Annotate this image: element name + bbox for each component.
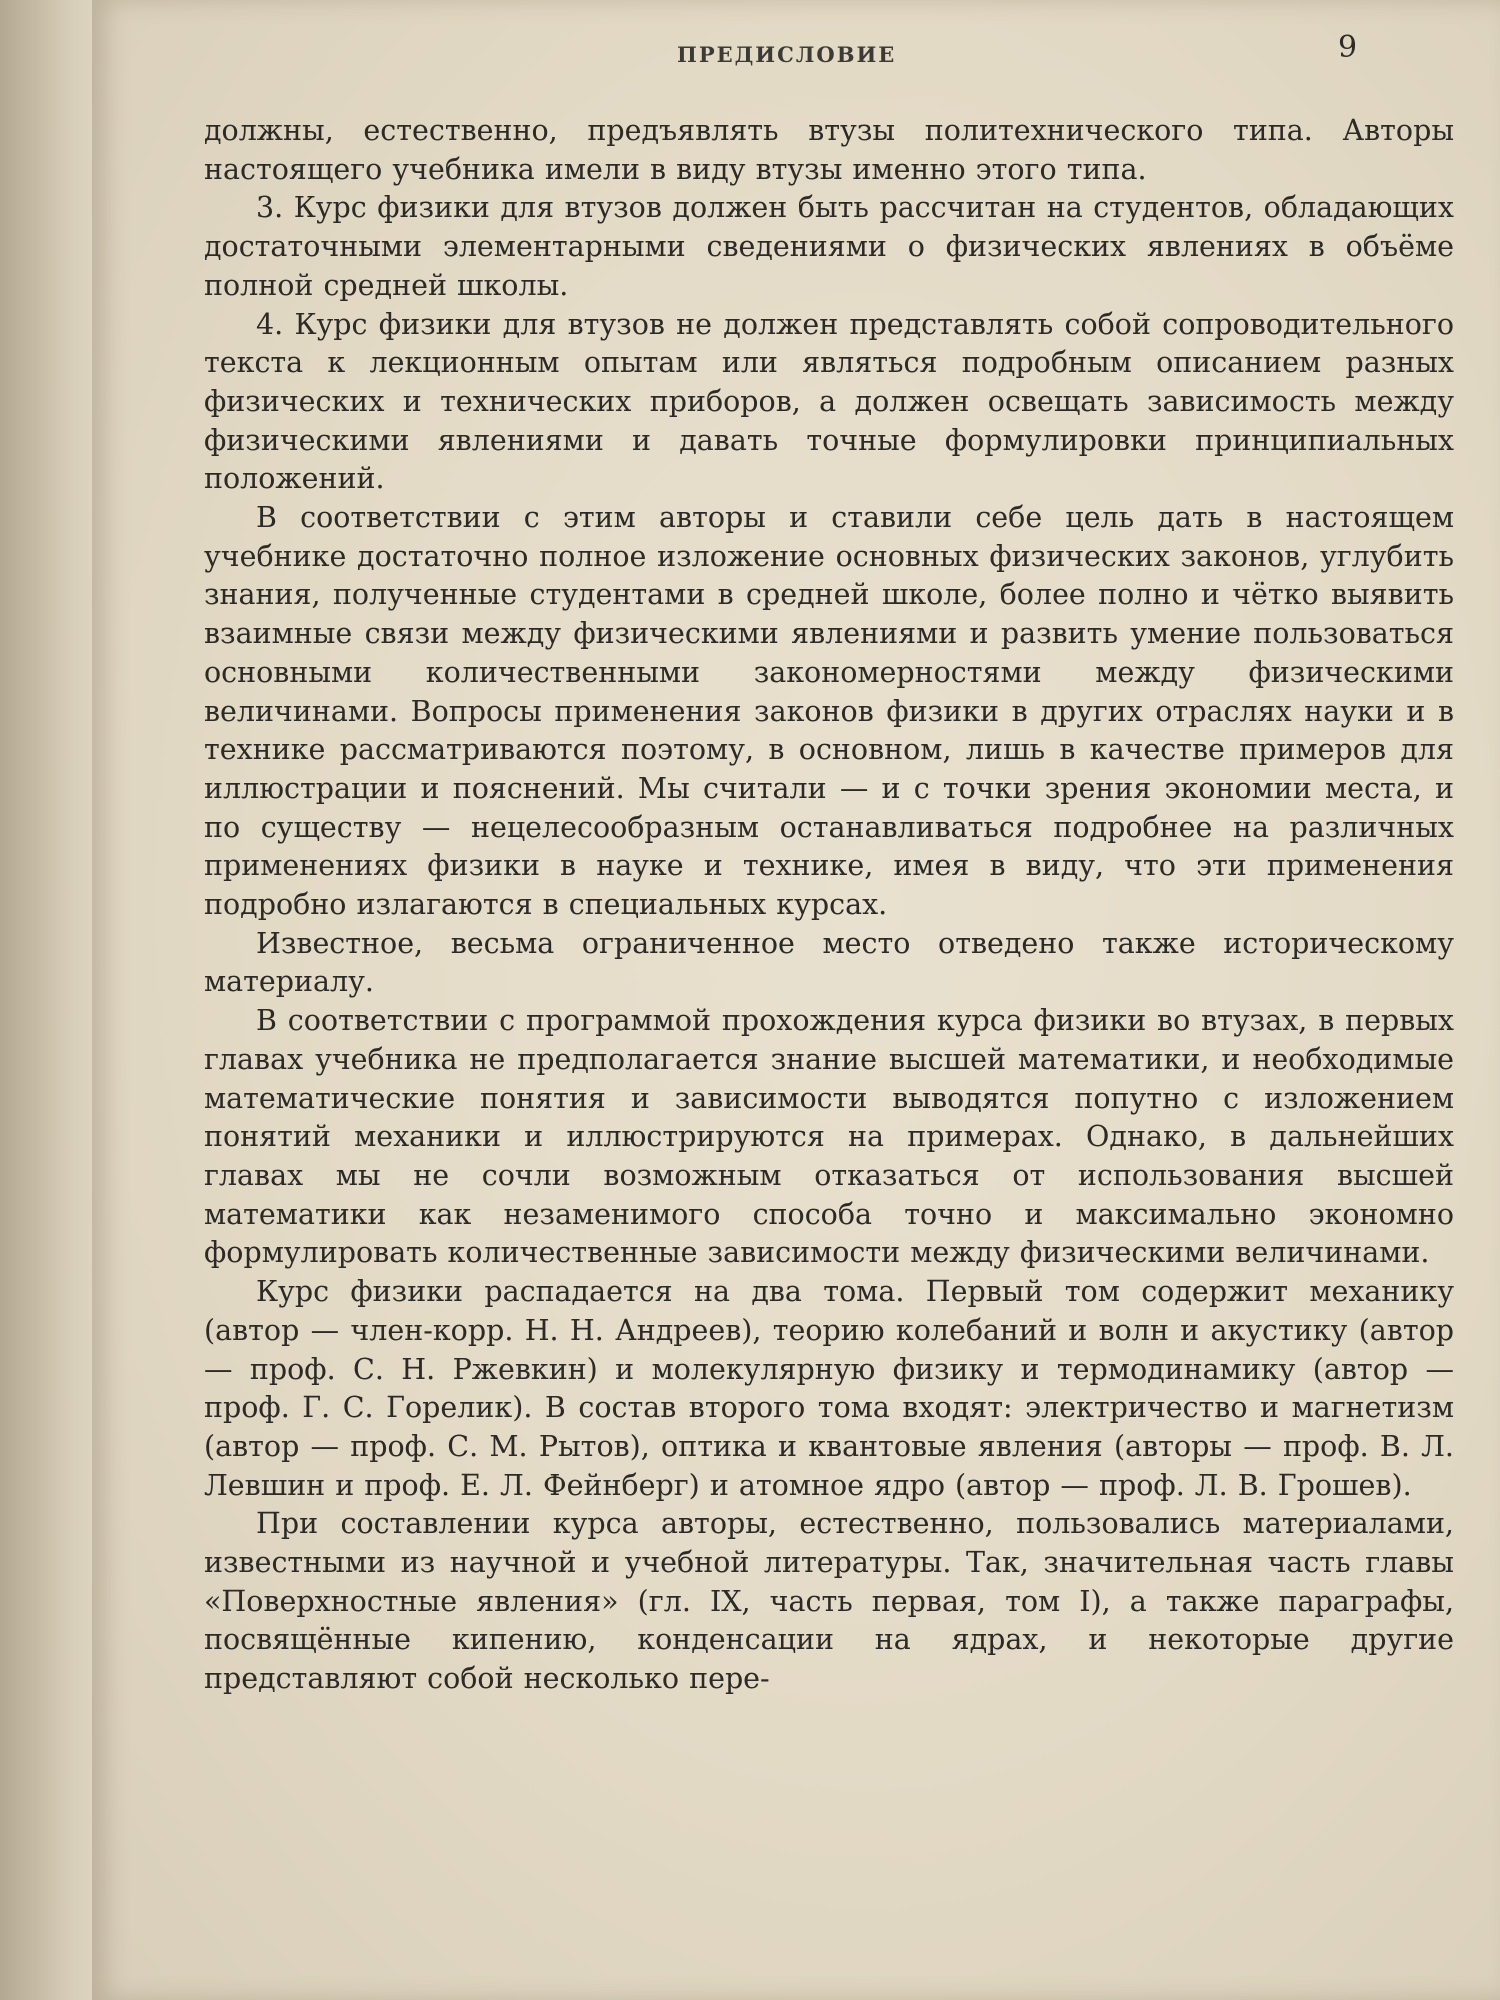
paragraph-history: Известное, весьма ограниченное место отведено также историческому материалу.: [204, 926, 1454, 999]
book-page: [92, 0, 1500, 2000]
page-number: 9: [1338, 30, 1358, 65]
paragraph-continuation: должны, естественно, предъявлять втузы политехнического типа. Авторы настоящего учебника имели в виду втузы именно этого типа.: [204, 114, 1454, 186]
paragraph-goals: В соответствии с этим авторы и ставили себе цель дать в настоящем учебнике достаточно полное изложение основных физических законов, углубить знания, полученные студентами в средней школе, более полно и чётко выявить взаимные связи между физическими явлениями и развить умение пользоваться основными количественными закономерностями между физическими величинами. Вопросы применения законов физики в других отраслях науки и в технике рассматриваются поэтому, в основном, лишь в качестве примеров для иллюстрации и пояснений. Мы считали — и с точки зрения экономии места, и по существу — нецелесообразным останавливаться подробнее на различных применениях физики в науке и технике, имея в виду, что эти применения подробно излагаются в специальных курсах.: [204, 501, 1454, 922]
paragraph-sources: При составлении курса авторы, естественно, пользовались материалами, известными из научной и учебной литературы. Так, значительная часть главы «Поверхностные явления» (гл. IX, часть первая, том I), а также параграфы, посвящённые кипению, конденсации на ядрах, и некоторые другие представляют собой несколько пере-: [204, 1507, 1454, 1696]
paragraph-item-3: 3. Курс физики для втузов должен быть рассчитан на студентов, обладающих достаточными элементарными сведениями о физических явлениях в объёме полной средней школы.: [204, 191, 1454, 302]
paragraph-mathematics: В соответствии с программой прохождения курса физики во втузах, в первых главах учебника не предполагается знание высшей математики, и необходимые математические понятия и зависимости выводятся попутно с изложением понятий механики и иллюстрируются на примерах. Однако, в дальнейших главах мы не сочли возможным отказаться от использования высшей математики как незаменимого способа точно и максимально экономно формулировать количественные зависимости между физическими величинами.: [204, 1004, 1454, 1270]
paragraph-item-4: 4. Курс физики для втузов не должен представлять собой сопроводительного текста к лекционным опытам или являться подробным описанием разных физических и технических приборов, а должен освещать зависимость между физическими явлениями и давать точные формулировки принципиальных положений.: [204, 307, 1454, 496]
page-body: [204, 112, 1454, 1699]
book-gutter: [0, 0, 92, 2000]
page-header: [92, 30, 1500, 78]
running-head: ПРЕДИСЛОВИЕ: [677, 42, 897, 67]
paragraph-volumes: Курс физики распадается на два тома. Первый том содержит механику (автор — член-корр. Н. Н. Андреев), теорию колебаний и волн и акустику (автор — проф. С. Н. Ржевкин) и молекулярную физику и термодинамику (автор — проф. Г. С. Горелик). В состав второго тома входят: электричество и магнетизм (автор — проф. С. М. Рытов), оптика и квантовые явления (авторы — проф. В. Л. Левшин и проф. Е. Л. Фейнберг) и атомное ядро (автор — проф. Л. В. Грошев).: [204, 1275, 1454, 1502]
